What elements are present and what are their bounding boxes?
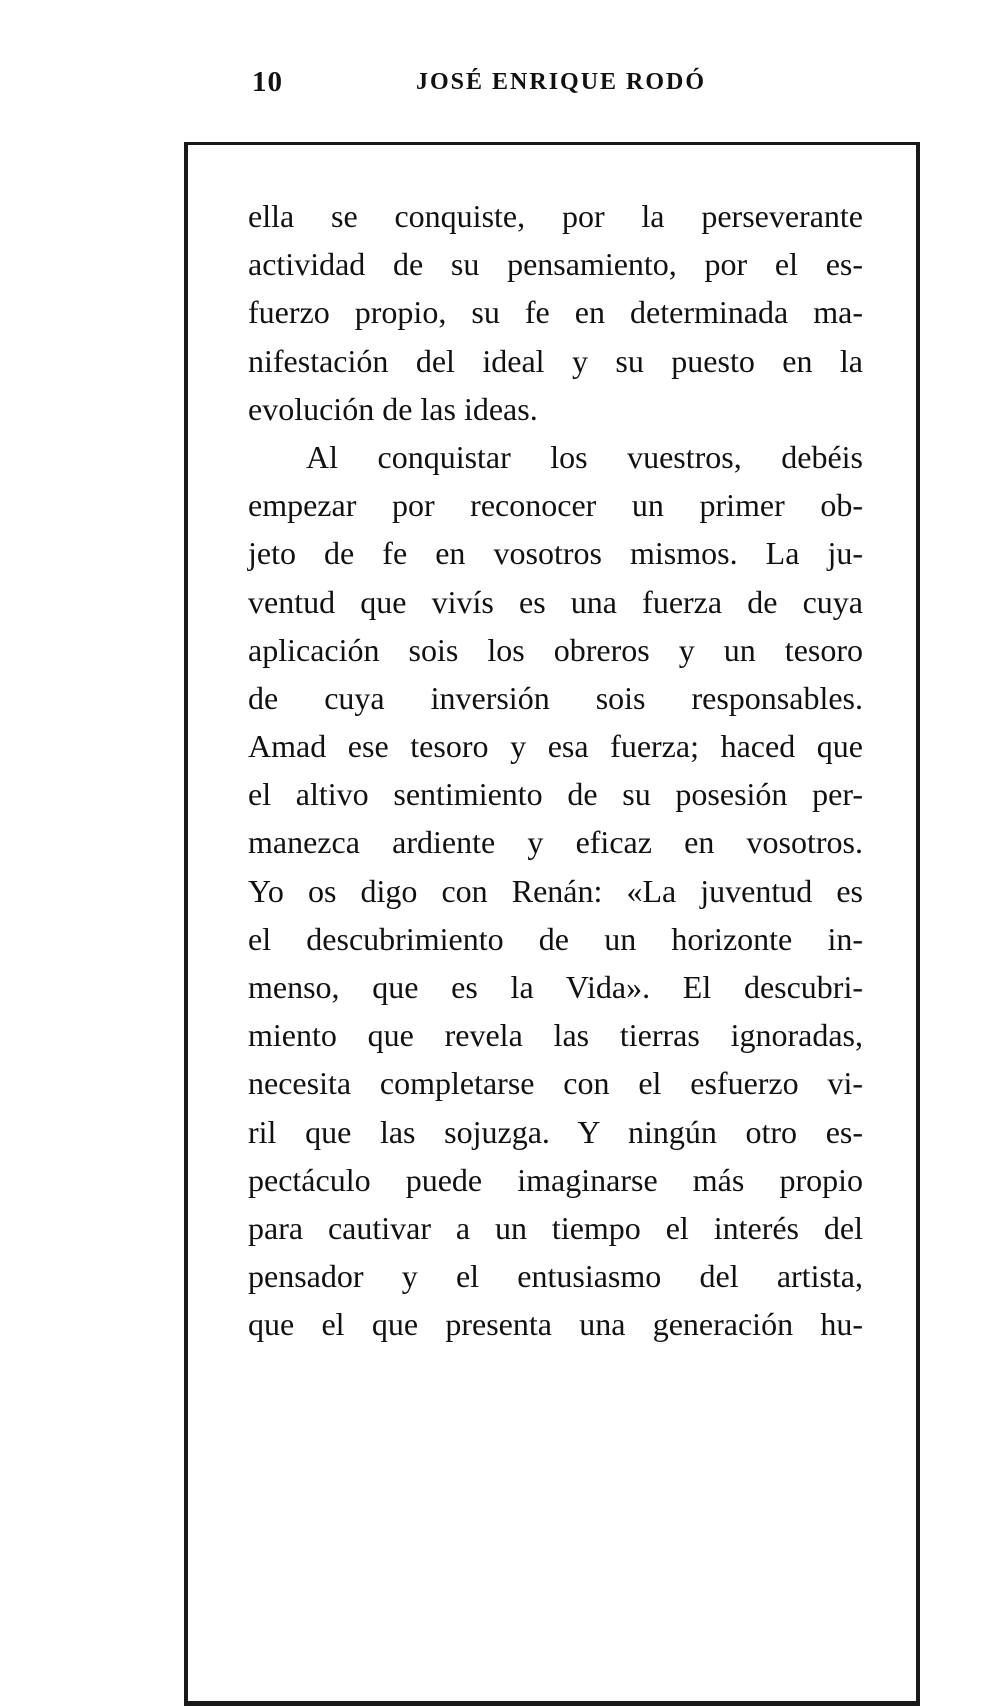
text-line: Al conquistar los vuestros, debéis: [306, 438, 863, 475]
text-line: Amad ese tesoro y esa fuerza; haced que: [248, 728, 863, 765]
text-line: empezar por reconocer un primer ob-: [248, 487, 863, 524]
text-line: de cuya inversión sois responsables.: [248, 679, 863, 716]
text-line: el descubrimiento de un horizonte in-: [248, 920, 863, 957]
text-line: pectáculo puede imaginarse más propio: [248, 1161, 863, 1198]
text-line: necesita completarse con el esfuerzo vi-: [248, 1065, 863, 1102]
text-line: aplicación sois los obreros y un tesoro: [248, 631, 863, 668]
text-line: manezca ardiente y eficaz en vosotros.: [248, 824, 863, 861]
text-line: nifestación del ideal y su puesto en la: [248, 342, 863, 379]
text-line: el altivo sentimiento de su posesión per-: [248, 776, 863, 813]
text-line: para cautivar a un tiempo el interés del: [248, 1209, 863, 1246]
text-line: Yo os digo con Renán: «La juventud es: [248, 872, 863, 909]
running-head: [246, 66, 716, 110]
text-line: menso, que es la Vida». El descubri-: [248, 969, 863, 1005]
text-line: miento que revela las tierras ignoradas,: [248, 1017, 863, 1054]
text-line: actividad de su pensamiento, por el es-: [248, 246, 863, 283]
text-line: ventud que vivís es una fuerza de cuya: [248, 583, 863, 620]
text-line: evolución de las ideas.: [248, 390, 538, 427]
page-number: 10: [252, 66, 283, 98]
text-line: que el que presenta una generación hu-: [248, 1306, 863, 1343]
body-text: [248, 192, 863, 1349]
text-line: jeto de fe en vosotros mismos. La ju-: [248, 535, 863, 572]
text-line: pensador y el entusiasmo del artista,: [248, 1258, 863, 1295]
running-head-author: JOSÉ ENRIQUE RODÓ: [416, 69, 707, 95]
text-line: fuerzo propio, su fe en determinada ma-: [248, 294, 863, 331]
text-line: ril que las sojuzga. Y ningún otro es-: [248, 1113, 863, 1150]
text-line: ella se conquiste, por la perseverante: [248, 198, 863, 234]
